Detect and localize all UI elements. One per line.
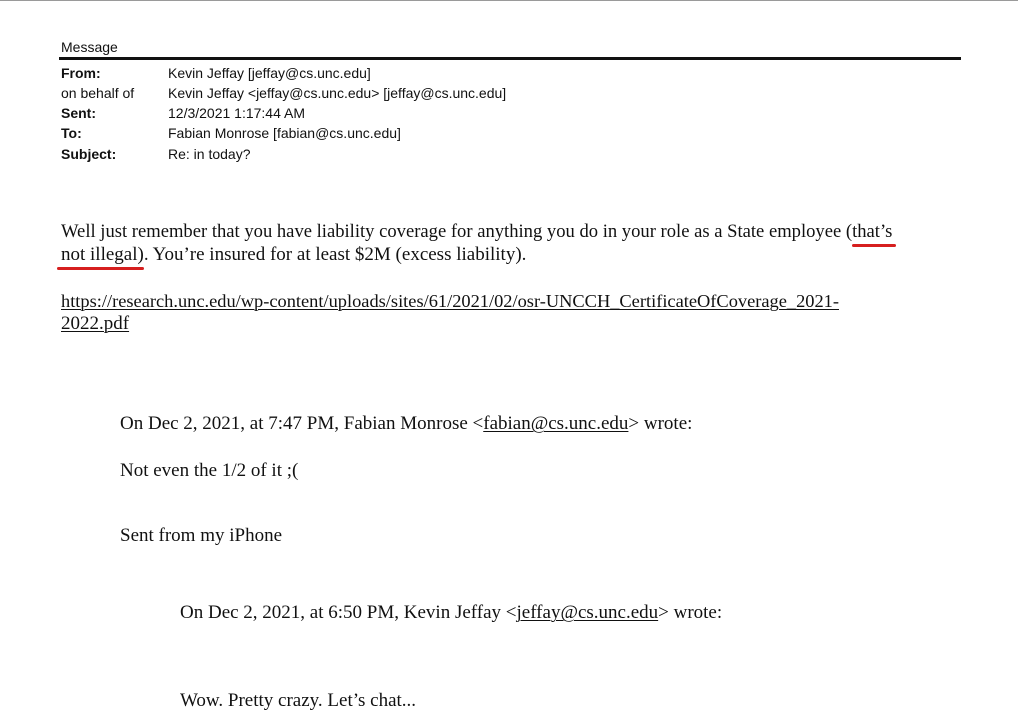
highlighted-thats-text: that’s [852,221,893,242]
quote1-intro [120,413,692,435]
header-on-behalf-value: Kevin Jeffay <jeffay@cs.unc.edu> [jeffay@cs.unc.edu] [168,85,507,101]
header-from-label: From: [61,65,101,81]
page-top-border [0,0,1018,1]
header-on-behalf-label: on behalf of [61,85,135,101]
quote2-email-link[interactable]: jeffay@cs.unc.edu [516,602,659,623]
header-to-value: Fabian Monrose [fabian@cs.unc.edu] [168,125,401,141]
header-sent-value: 12/3/2021 1:17:44 AM [168,105,305,121]
red-underline-mark [852,244,896,247]
message-section-label: Message [61,39,118,55]
message-header-divider [59,57,961,60]
highlighted-not-illegal [61,244,138,266]
body-line-1-text: Well just remember that you have liability coverage for anything you do in your role as a State employee ( [61,221,853,242]
quote1-signature: Sent from my iPhone [120,525,283,546]
header-sent-label: Sent: [61,105,96,121]
highlighted-not-illegal-text: not illegal [61,244,138,265]
coverage-link-continued[interactable]: 2022.pdf [61,313,130,334]
quote1-intro-pre: On Dec 2, 2021, at 7:47 PM, Fabian Monrose < [120,413,484,434]
body-line-2-text: ). You’re insured for at least $2M (excess liability). [137,244,527,265]
quote1-intro-post: > wrote: [628,413,693,434]
red-underline-mark [57,267,144,270]
coverage-link[interactable]: https://research.unc.edu/wp-content/uploads/sites/61/2021/02/osr-UNCCH_CertificateOfCoverage_2021- [61,291,839,311]
quote2-intro-pre: On Dec 2, 2021, at 6:50 PM, Kevin Jeffay < [180,602,517,623]
header-subject-value: Re: in today? [168,146,251,162]
highlighted-thats [852,221,892,243]
body-line-2 [61,244,526,266]
quote2-line: Wow. Pretty crazy. Let’s chat... [180,690,417,711]
body-line-1 [61,221,892,243]
header-from-value: Kevin Jeffay [jeffay@cs.unc.edu] [168,65,371,81]
header-to-label: To: [61,125,82,141]
header-subject-label: Subject: [61,146,117,162]
quote2-intro [180,602,722,624]
quote2-intro-post: > wrote: [658,602,723,623]
quote1-email-link[interactable]: fabian@cs.unc.edu [483,413,629,434]
quote1-line: Not even the 1/2 of it ;( [120,460,299,481]
